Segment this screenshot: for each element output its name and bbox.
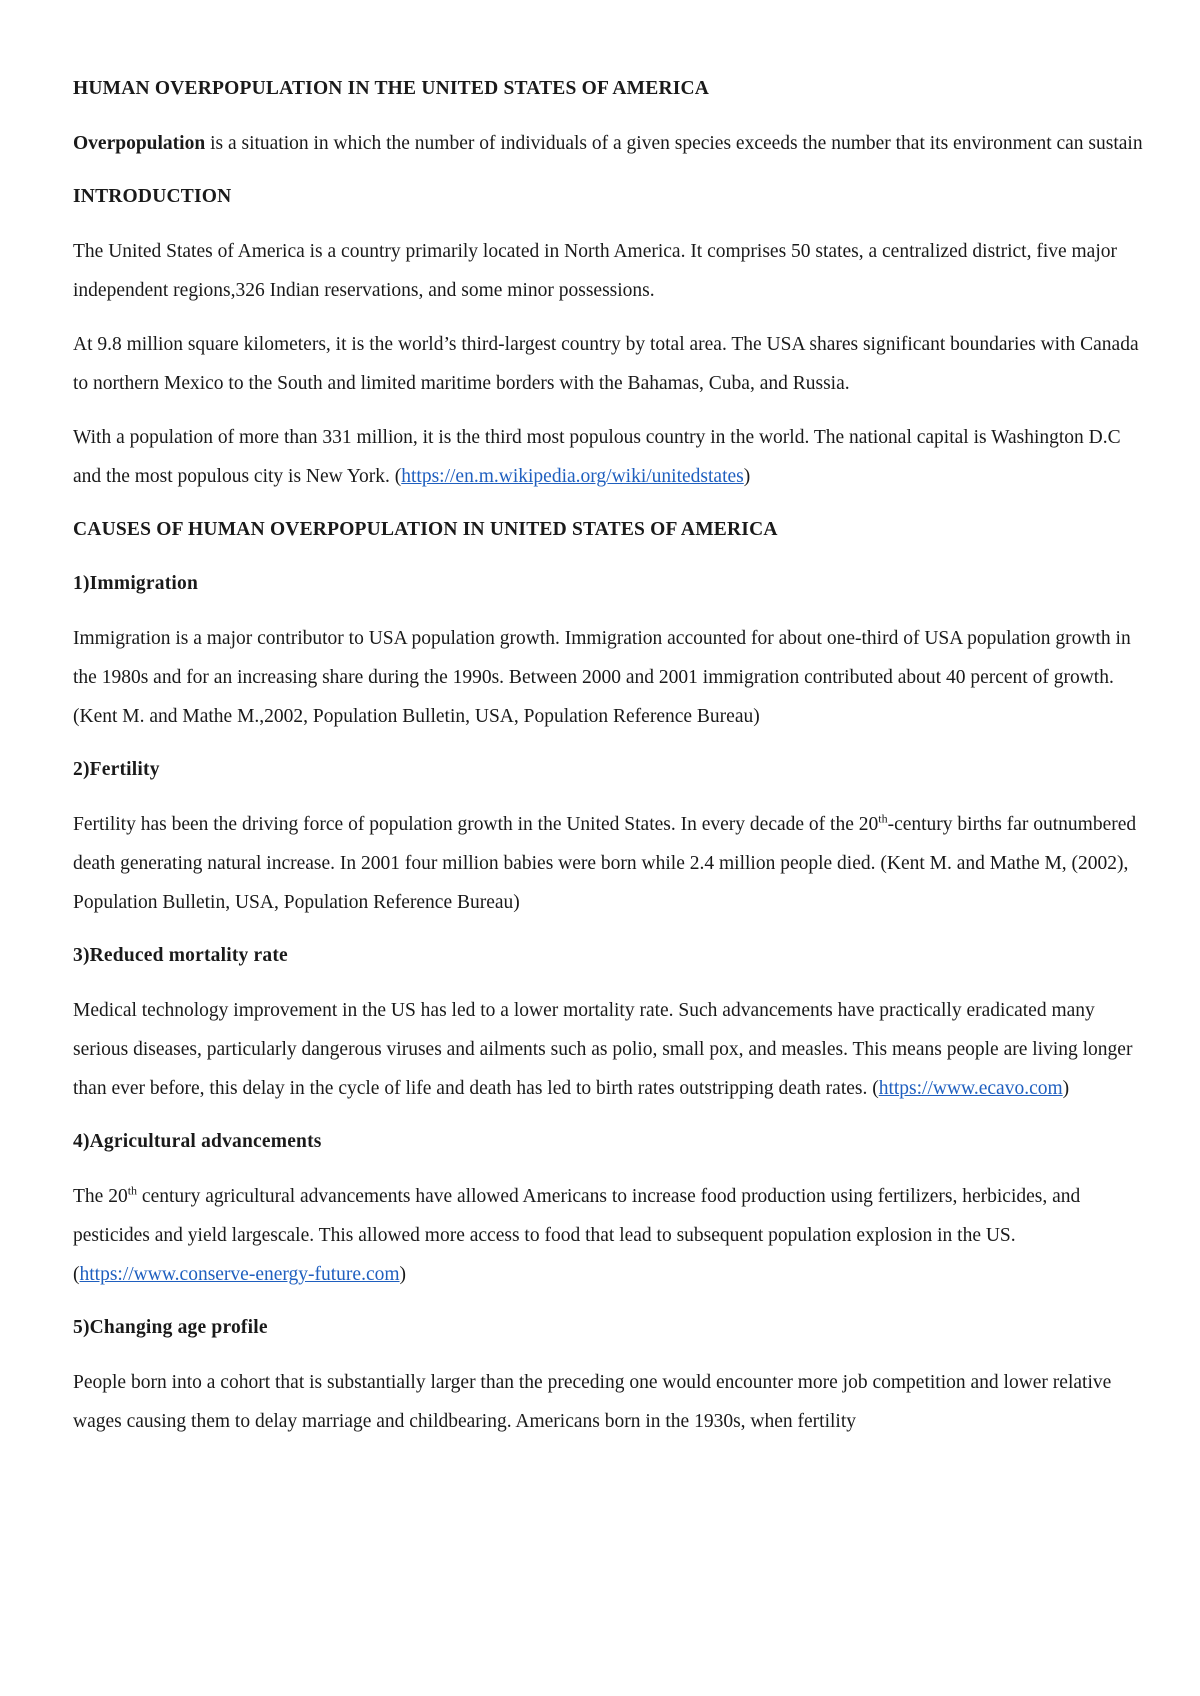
introduction-paragraph-2: At 9.8 million square kilometers, it is the world’s third-largest country by total area. The USA shares significant boundaries with Canada to northern Mexico to the South and limited maritime borders with the Bahamas, Cuba, and Russia. (73, 334, 1139, 394)
agriculture-text-b: century agricultural advancements have allowed Americans to increase food production using fertilizers, herbicides, and pesticides and yield largescale. This allowed more access to food that lead to subsequent population explosion in the US. ( (73, 1186, 1081, 1285)
fertility-superscript: th (878, 811, 888, 826)
mortality-text: Medical technology improvement in the US has led to a lower mortality rate. Such advancements have practically eradicated many serious diseases, particularly dangerous viruses and ailments such as polio, small pox, and measles. This means people are living longer than ever before, this delay in the cycle of life and death has led to birth rates outstripping death rates. ( (73, 1000, 1133, 1099)
agriculture-paragraph (73, 1177, 1143, 1294)
definition-text: is a situation in which the number of individuals of a given species exceeds the number that its environment can sustain (205, 133, 1143, 154)
fertility-text-a: Fertility has been the driving force of population growth in the United States. In every decade of the 20 (73, 814, 879, 835)
agriculture-end: ) (399, 1264, 407, 1285)
definition-paragraph (73, 124, 1143, 163)
wikipedia-link[interactable]: https://en.m.wikipedia.org/wiki/unitedstates (401, 466, 744, 487)
introduction-paragraph-3-end: ) (743, 466, 751, 487)
age-profile-paragraph: People born into a cohort that is substantially larger than the preceding one would encounter more job competition and lower relative wages causing them to delay marriage and childbearing. Americans born in the 1930s, when fertility (73, 1372, 1112, 1432)
document-title: HUMAN OVERPOPULATION IN THE UNITED STATES OF AMERICA (73, 78, 710, 99)
immigration-heading: 1)Immigration (73, 573, 198, 594)
causes-heading: CAUSES OF HUMAN OVERPOPULATION IN UNITED STATES OF AMERICA (73, 519, 778, 540)
definition-term: Overpopulation (73, 133, 206, 154)
agriculture-superscript: th (127, 1183, 138, 1198)
introduction-paragraph-1: The United States of America is a country primarily located in North America. It comprises 50 states, a centralized district, five major independent regions,326 Indian reservations, and some minor possessions. (73, 241, 1118, 301)
agriculture-text-a: The 20 (73, 1186, 128, 1207)
mortality-heading: 3)Reduced mortality rate (73, 945, 288, 966)
fertility-text-b: -century births far outnumbered death generating natural increase. In 2001 four million babies were born while 2.4 million people died. (Kent M. and Mathe M, (2002), Population Bulletin, USA, Population Reference Bureau) (73, 814, 1137, 913)
immigration-paragraph: Immigration is a major contributor to USA population growth. Immigration accounted for about one-third of USA population growth in the 1980s and for an increasing share during the 1990s. Between 2000 and 2001 immigration contributed about 40 percent of growth. (Kent M. and Mathe M.,2002, Population Bulletin, USA, Population Reference Bureau) (73, 628, 1131, 727)
mortality-paragraph (73, 991, 1143, 1108)
age-profile-heading: 5)Changing age profile (73, 1317, 268, 1338)
mortality-end: ) (1062, 1078, 1070, 1099)
introduction-paragraph-3-text: With a population of more than 331 million, it is the third most populous country in the world. The national capital is Washington D.C and the most populous city is New York. ( (73, 427, 1121, 487)
fertility-paragraph (73, 805, 1143, 922)
fertility-heading: 2)Fertility (73, 759, 160, 780)
introduction-heading: INTRODUCTION (73, 186, 232, 207)
ecavo-link[interactable]: https://www.ecavo.com (878, 1078, 1063, 1099)
introduction-paragraph-3 (73, 418, 1143, 496)
document-page (73, 70, 1143, 1456)
agriculture-heading: 4)Agricultural advancements (73, 1131, 322, 1152)
conserve-energy-link[interactable]: https://www.conserve-energy-future.com (79, 1264, 400, 1285)
